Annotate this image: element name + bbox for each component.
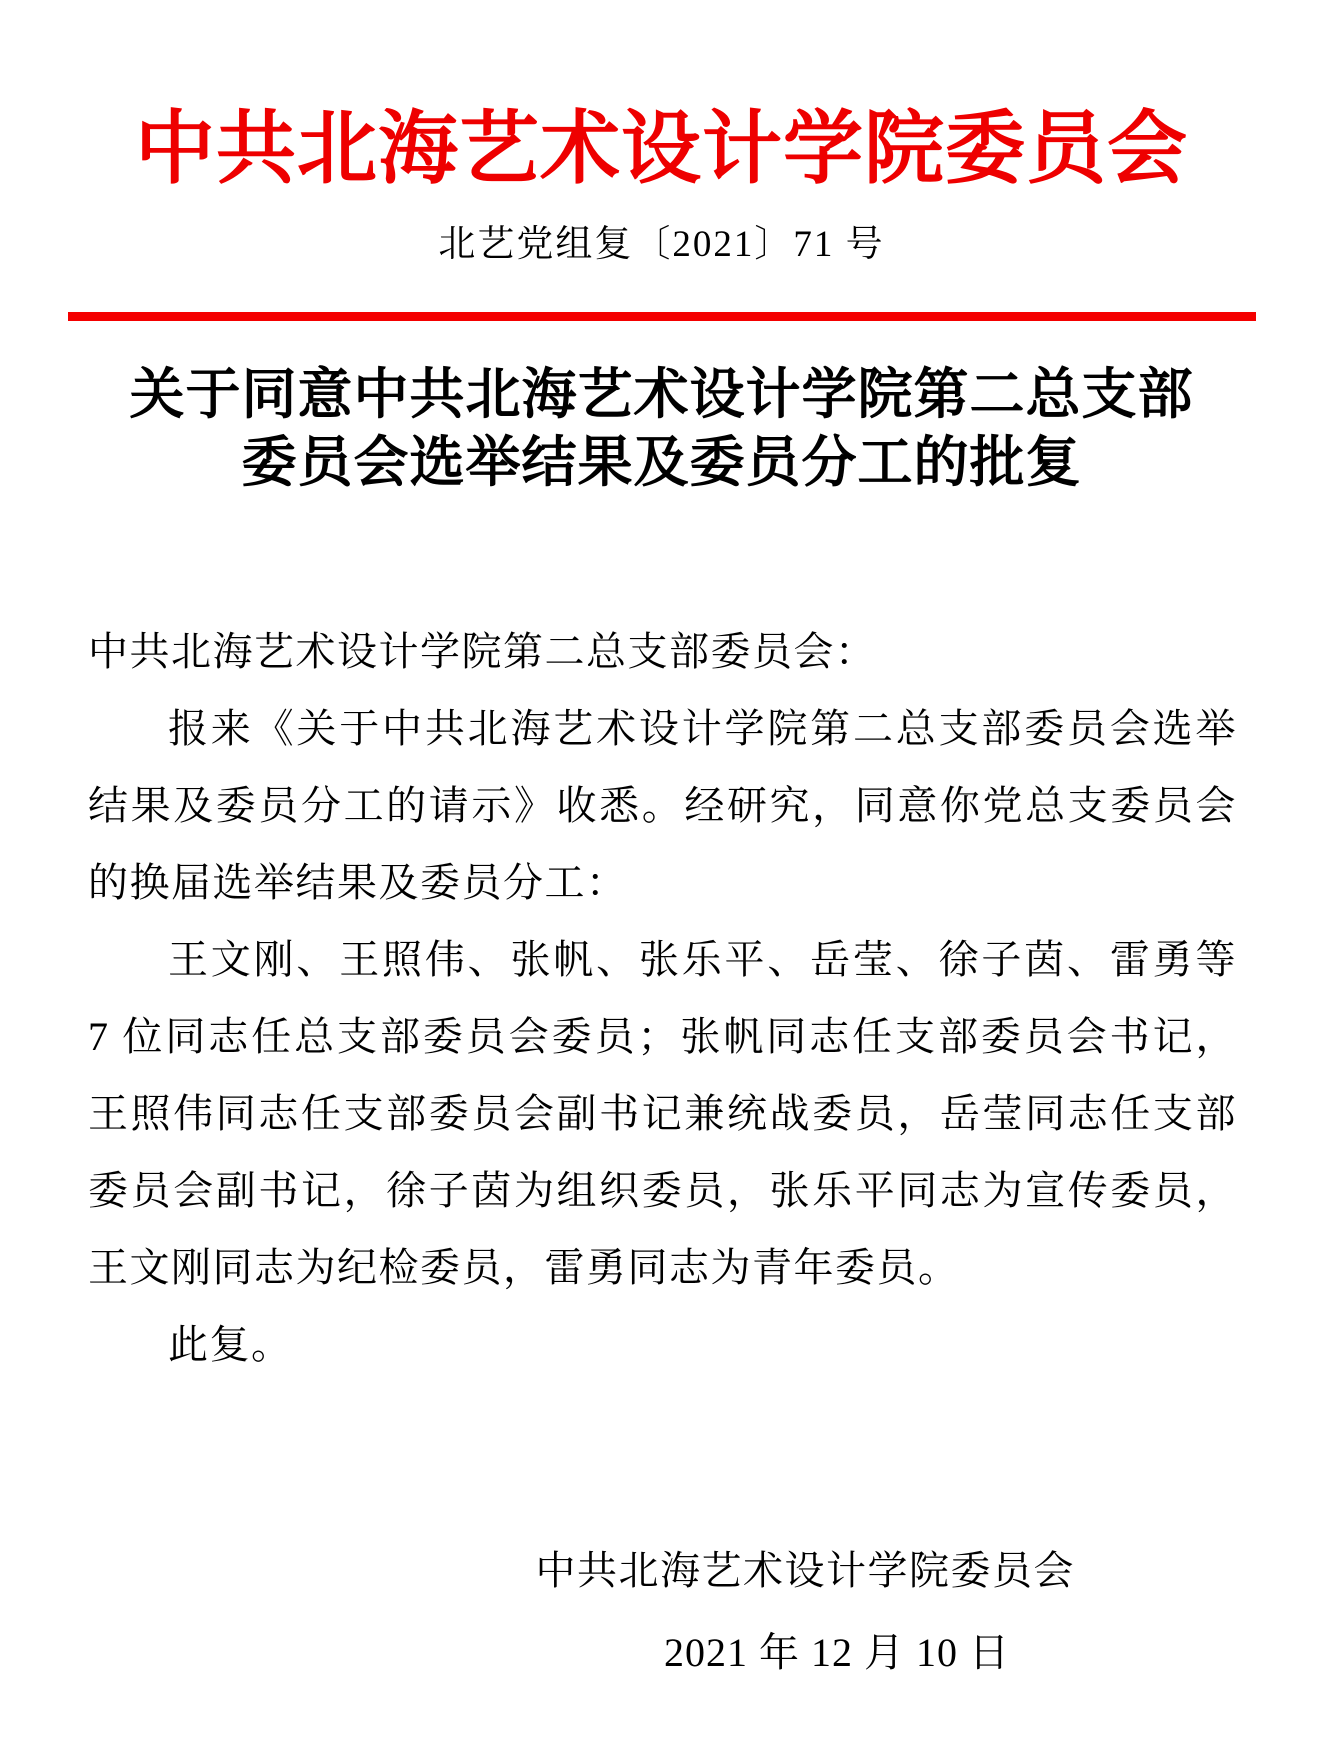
signature-block (0, 1541, 1323, 1683)
document-reference-number: 北艺党组复〔2021〕71 号 (438, 224, 885, 265)
document-title-line1: 关于同意中共北海艺术设计学院第二总支部 (129, 364, 1194, 425)
document-letterhead (0, 0, 1323, 321)
body-paragraph-closing: 此复。 (168, 1322, 293, 1367)
signature-authority: 中共北海艺术设计学院委员会 (535, 1548, 1075, 1593)
document-title (60, 361, 1263, 497)
addressee-line: 中共北海艺术设计学院第二总支部委员会： (88, 629, 877, 674)
issuing-authority-title: 中共北海艺术设计学院委员会 (135, 106, 1188, 194)
red-divider-line (68, 312, 1256, 321)
document-body (88, 613, 1237, 1383)
body-paragraph-2: 王文刚、王照伟、张帆、张乐平、岳莹、徐子茵、雷勇等 7 位同志任总支部委员会委员；张帆同志任支部委员会书记，王照伟同志任支部委员会副书记兼统战委员，岳莹同志任支部委员会副书记，徐子茵为组织委员，张乐平同志为宣传委员，王文刚同志为纪检委员，雷勇同志为青年委员。 (88, 937, 1237, 1290)
signature-date: 2021 年 12 月 10 日 (664, 1630, 1010, 1675)
document-title-line2: 委员会选举结果及委员分工的批复 (241, 432, 1082, 493)
body-paragraph-1: 报来《关于中共北海艺术设计学院第二总支部委员会选举结果及委员分工的请示》收悉。经研究，同意你党总支委员会的换届选举结果及委员分工： (88, 706, 1237, 905)
document-main (0, 361, 1323, 1383)
